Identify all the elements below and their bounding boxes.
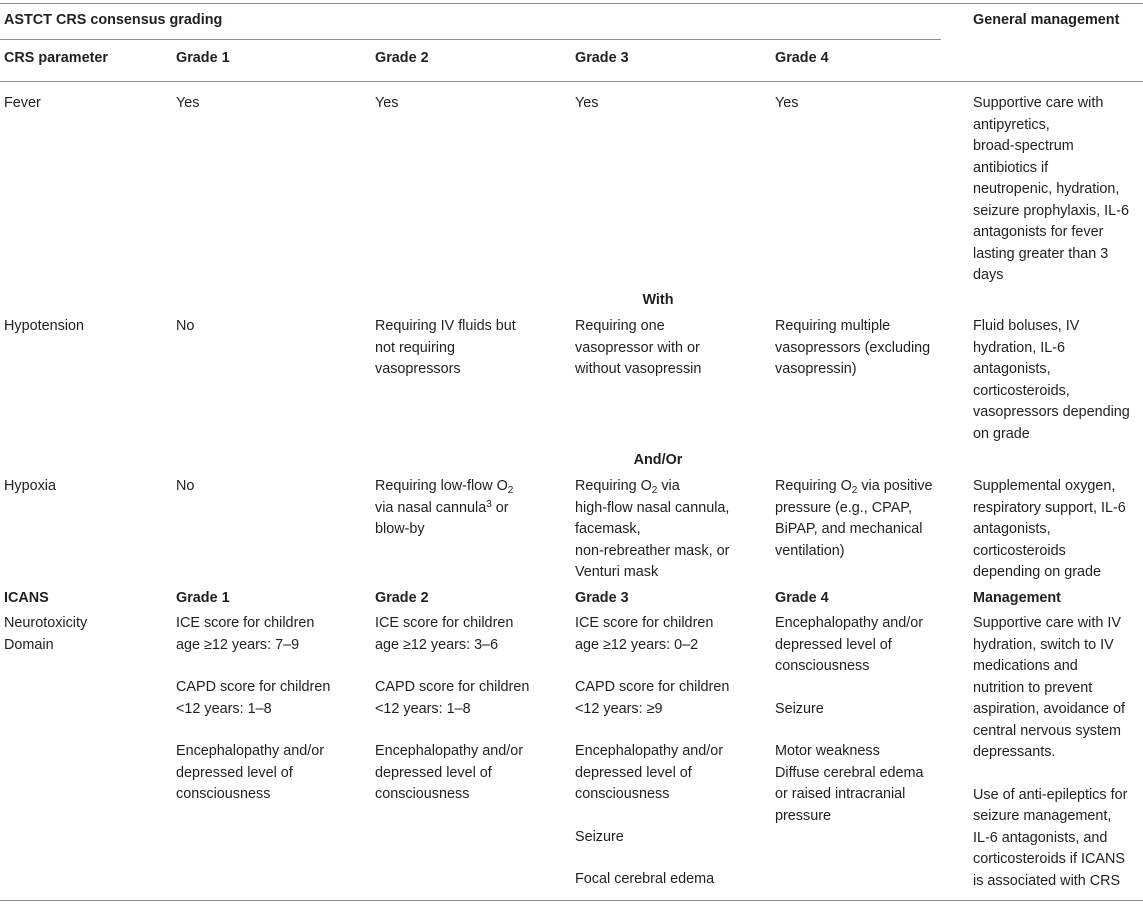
row-param-fever: Fever bbox=[4, 95, 41, 111]
icans-col-grade-2: Grade 2 bbox=[375, 590, 429, 606]
with-connector: With bbox=[642, 292, 674, 308]
motor-weakness: Motor weakness bbox=[775, 743, 880, 759]
seizure: Seizure bbox=[575, 828, 624, 845]
hypoxia-grade-3: Requiring $O_2$ via high-flow nasal cannula, facemask, non-rebreather mask, or Venturi mask bbox=[575, 478, 730, 580]
and-or-connector: And/Or bbox=[633, 452, 683, 468]
ice-score: ICE score for children age ≥12 years: 7–9 bbox=[176, 615, 315, 653]
diffuse-cerebral-edema: Diffuse cerebral edema or raised intracranial pressure bbox=[775, 764, 924, 824]
icans-grade-1 bbox=[176, 613, 330, 806]
seizure: Seizure bbox=[775, 700, 824, 717]
hypotension-grade-3: Requiring one vasopressor with or without vasopressin bbox=[575, 318, 702, 377]
encephalopathy: Encephalopathy and/or depressed level of consciousness bbox=[575, 743, 724, 802]
col-header-grade-4: Grade 4 bbox=[775, 50, 829, 66]
encephalopathy: Encephalopathy and/or depressed level of consciousness bbox=[375, 743, 524, 802]
hypoxia-grade-1: No bbox=[176, 478, 195, 494]
management-paragraph-1: Supportive care with IV hydration, switch to IV medications and nutrition to prevent aspiration, avoidance of central nervous system depressants. bbox=[973, 615, 1126, 760]
icans-grade-3 bbox=[575, 613, 729, 891]
capd-score: CAPD score for children <12 years: ≥9 bbox=[575, 679, 730, 717]
col-header-grade-2: Grade 2 bbox=[375, 50, 429, 66]
crs-group-title: ASTCT CRS consensus grading bbox=[4, 12, 223, 28]
focal-cerebral-edema: Focal cerebral edema bbox=[575, 871, 715, 887]
icans-management bbox=[973, 613, 1127, 892]
encephalopathy: Encephalopathy and/or depressed level of consciousness bbox=[775, 615, 924, 674]
crs-group-rule bbox=[0, 39, 941, 40]
ice-score: ICE score for children age ≥12 years: 3–6 bbox=[375, 615, 514, 653]
hypotension-grade-2: Requiring IV fluids but not requiring vasopressors bbox=[375, 318, 516, 377]
col-header-grade-1: Grade 1 bbox=[176, 50, 230, 66]
hypoxia-grade-4: Requiring $O_2$ via positive pressure (e.g., CPAP, BiPAP, and mechanical ventilation) bbox=[775, 478, 933, 559]
row-param-neurotoxicity-domain: Neurotoxicity Domain bbox=[4, 615, 88, 653]
hypotension-grade-4: Requiring multiple vasopressors (excluding vasopressin) bbox=[775, 318, 931, 377]
fever-grade-2: Yes bbox=[375, 95, 399, 111]
hypotension-management: Fluid boluses, IV hydration, IL-6 antagonists, corticosteroids, vasopressors depending on grade bbox=[973, 318, 1130, 442]
hypotension-grade-1: No bbox=[176, 318, 195, 334]
capd-score: CAPD score for children <12 years: 1–8 bbox=[176, 679, 331, 717]
col-header-crs-parameter: CRS parameter bbox=[4, 50, 108, 66]
top-rule bbox=[0, 3, 1143, 4]
bottom-rule bbox=[0, 900, 1143, 901]
fever-grade-4: Yes bbox=[775, 95, 799, 111]
fever-grade-1: Yes bbox=[176, 95, 200, 111]
hypoxia-management: Supplemental oxygen, respiratory support, IL-6 antagonists, corticosteroids depending on grade bbox=[973, 478, 1126, 580]
icans-grade-2 bbox=[375, 613, 529, 806]
icans-management-header: Management bbox=[973, 590, 1061, 606]
encephalopathy: Encephalopathy and/or depressed level of consciousness bbox=[176, 743, 325, 802]
header-bottom-rule bbox=[0, 81, 1143, 82]
row-param-hypotension: Hypotension bbox=[4, 318, 84, 334]
fever-management: Supportive care with antipyretics, broad-spectrum antibiotics if neutropenic, hydration, seizure prophylaxis, IL-6 antagonists for fever lasting greater than 3 days bbox=[973, 95, 1129, 283]
icans-grade-4 bbox=[775, 613, 924, 827]
icans-col-grade-1: Grade 1 bbox=[176, 590, 230, 606]
icans-col-grade-4: Grade 4 bbox=[775, 590, 829, 606]
ice-score: ICE score for children age ≥12 years: 0–2 bbox=[575, 615, 714, 653]
management-paragraph-2: Use of anti-epileptics for seizure management, IL-6 antagonists, and corticosteroids if ICANS is associated with CRS bbox=[973, 786, 1128, 889]
icans-col-grade-3: Grade 3 bbox=[575, 590, 629, 606]
col-header-grade-3: Grade 3 bbox=[575, 50, 629, 66]
fever-grade-3: Yes bbox=[575, 95, 599, 111]
icans-title: ICANS bbox=[4, 590, 49, 606]
hypoxia-grade-2: Requiring low-flow $O_2$ via nasal cannula$^3$ or blow-by bbox=[375, 478, 514, 537]
general-management-header: General management bbox=[973, 12, 1120, 28]
capd-score: CAPD score for children <12 years: 1–8 bbox=[375, 679, 530, 717]
row-param-hypoxia: Hypoxia bbox=[4, 478, 56, 494]
